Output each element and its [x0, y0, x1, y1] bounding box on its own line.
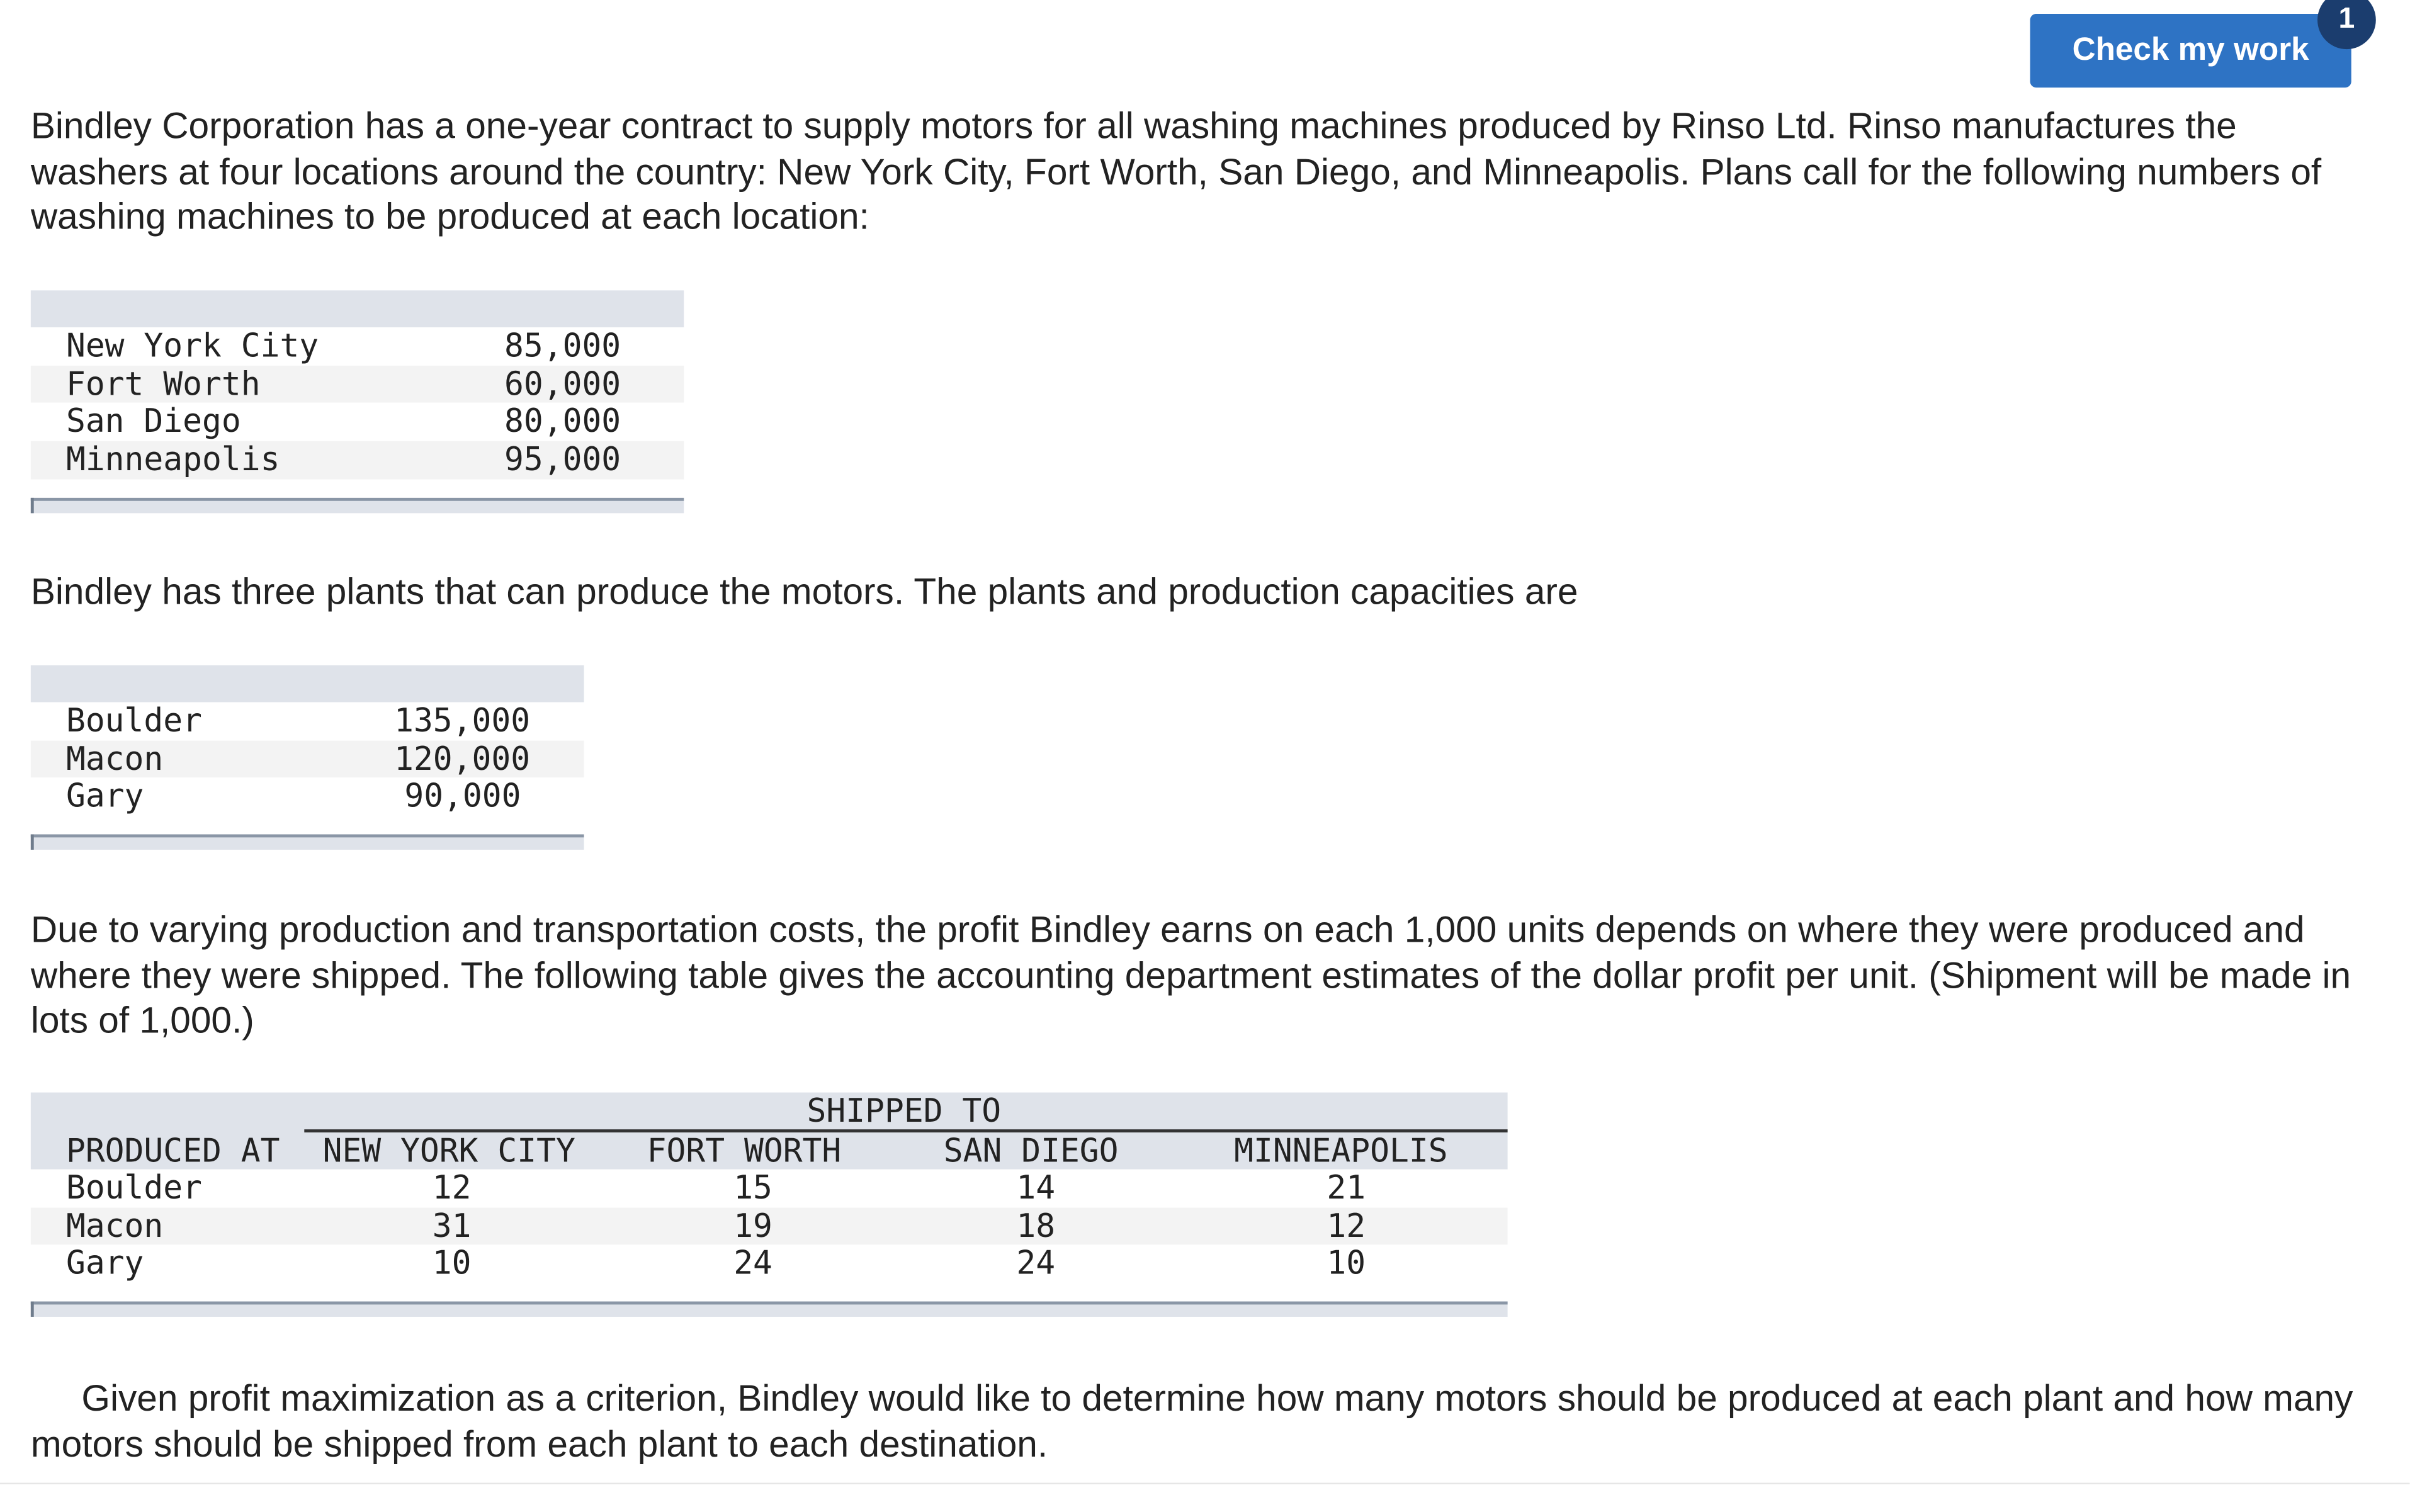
plant-name: Macon: [65, 1207, 164, 1244]
plants-paragraph: Bindley has three plants that can produce the motors. The plants and production capacities are: [30, 572, 1578, 613]
location-name: New York City: [65, 327, 319, 364]
profit-cell: 10: [1327, 1245, 1366, 1282]
profit-cell: 19: [733, 1207, 772, 1244]
table-row: [31, 327, 684, 365]
intro-paragraph: Bindley Corporation has a one-year contract to supply motors for all washing machines produced by Rinso Ltd. Rinso manufactures the washers at four locations around the country: New York City, Fort Worth, San Diego, and Minneapolis. Plans call for the following numbers of washing machines to be produced at each location:: [30, 106, 2322, 239]
shipped-to-header: SHIPPED TO: [806, 1092, 1002, 1130]
column-header-new-york-city: NEW YORK CITY: [322, 1132, 575, 1170]
profit-cell: 15: [733, 1169, 772, 1207]
divider: [0, 1483, 2409, 1484]
profit-cell: 10: [432, 1245, 472, 1282]
plant-capacity: 135,000: [394, 702, 531, 740]
plant-name: Boulder: [65, 702, 203, 740]
location-name: San Diego: [65, 403, 241, 441]
location-name: Minneapolis: [65, 441, 280, 478]
profit-cell: 12: [432, 1169, 472, 1207]
location-quantity: 95,000: [504, 441, 621, 478]
location-quantity: 80,000: [504, 403, 621, 441]
plant-name: Gary: [65, 778, 144, 815]
table-row: [31, 441, 684, 479]
check-my-work-label: Check my work: [2072, 32, 2309, 68]
profit-cell: 21: [1327, 1169, 1366, 1207]
table-header-bar: [31, 665, 584, 702]
plant-name: Macon: [65, 740, 164, 777]
table-row: [31, 1207, 1508, 1245]
column-header-san-diego: SAN DIEGO: [943, 1132, 1119, 1170]
column-header-minneapolis: MINNEAPOLIS: [1234, 1132, 1448, 1170]
header-divider: [304, 1129, 1507, 1132]
table-footer-bar: [31, 835, 584, 850]
notification-badge: 1: [2317, 0, 2376, 49]
plants-table: [31, 665, 584, 850]
table-row: [31, 702, 584, 740]
location-quantity: 85,000: [504, 327, 621, 364]
location-quantity: 60,000: [504, 365, 621, 402]
column-header-fort-worth: FORT WORTH: [647, 1132, 842, 1170]
table-row: [31, 740, 584, 778]
table-row: [31, 1170, 1508, 1207]
profit-table-header: [31, 1093, 1508, 1170]
profit-cell: 31: [432, 1207, 472, 1244]
locations-table: [31, 290, 684, 512]
profit-cell: 24: [1016, 1245, 1056, 1282]
table-footer-bar: [31, 1302, 1508, 1317]
table-footer-bar: [31, 497, 684, 512]
profit-cell: 24: [733, 1245, 772, 1282]
plant-capacity: 90,000: [404, 778, 521, 815]
profit-cell: 18: [1016, 1207, 1056, 1244]
plant-name: Boulder: [65, 1169, 203, 1207]
plant-name: Gary: [65, 1245, 144, 1282]
plant-capacity: 120,000: [394, 740, 531, 777]
table-row: [31, 403, 684, 441]
table-row: [31, 778, 584, 816]
table-header-bar: [31, 290, 684, 327]
table-row: [31, 365, 684, 403]
profit-table: [31, 1093, 1508, 1317]
location-name: Fort Worth: [65, 365, 261, 402]
table-row: [31, 1245, 1508, 1283]
check-my-work-button[interactable]: [2030, 14, 2351, 87]
closing-paragraph: Given profit maximization as a criterion, Bindley would like to determine how many motors should be produced at each plant and how many motors should be shipped from each plant to each destination.: [30, 1378, 2353, 1465]
produced-at-header: PRODUCED AT: [65, 1132, 280, 1170]
profit-cell: 12: [1327, 1207, 1366, 1244]
profit-cell: 14: [1016, 1169, 1056, 1207]
profit-paragraph: Due to varying production and transportation costs, the profit Bindley earns on each 1,000 units depends on where they were produced and where they were shipped. The following table gives the accounting department estimates of the dollar profit per unit. (Shipment will be made in lots of 1,000.): [30, 910, 2351, 1042]
